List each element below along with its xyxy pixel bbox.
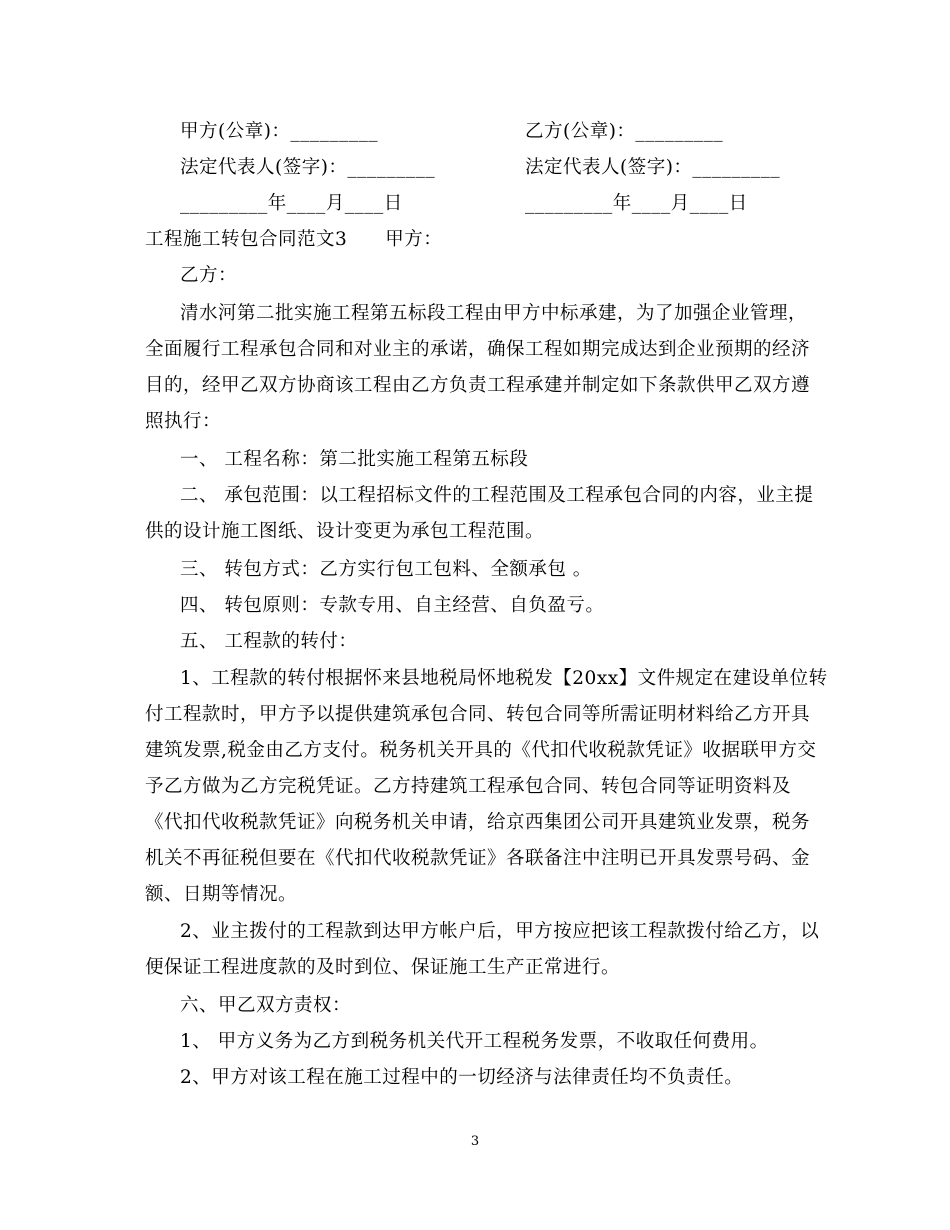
clause-6-1: 1、 甲方义务为乙方到税务机关代开工程税务发票，不收取任何费用。 bbox=[180, 1031, 769, 1052]
clause-5-2-line: 2、业主拨付的工程款到达甲方帐户后，甲方按应把该工程款拨付给乙方，以 bbox=[180, 921, 820, 942]
intro-line: 照执行： bbox=[145, 411, 222, 432]
party-b-label: 乙方： bbox=[180, 265, 238, 286]
clause-6-2: 2、甲方对该工程在施工过程中的一切经济与法律责任均不负责任。 bbox=[180, 1067, 744, 1088]
party-b-representative: 法定代表人(签字)：_________ bbox=[525, 157, 781, 178]
party-a-date: _________年____月____日 bbox=[180, 193, 403, 214]
clause-5-1-line: 机关不再征税但要在《代扣代收税款凭证》各联备注中注明已开具发票号码、金 bbox=[145, 848, 811, 869]
clause-scope-line: 供的设计施工图纸、设计变更为承包工程范围。 bbox=[145, 521, 545, 542]
clause-5-1-line: 1、工程款的转付根据怀来县地税局怀地税发【20xx】文件规定在建设单位转 bbox=[180, 668, 828, 689]
clause-5-2-line: 便保证工程进度款的及时到位、保证施工生产正常进行。 bbox=[145, 957, 621, 978]
party-b-seal: 乙方(公章)：_________ bbox=[525, 121, 724, 142]
party-a-representative: 法定代表人(签字)：_________ bbox=[180, 157, 436, 178]
clause-subcontract-principle: 四、 转包原则：专款专用、自主经营、自负盈亏。 bbox=[180, 595, 605, 616]
party-b-date: _________年____月____日 bbox=[525, 193, 748, 214]
clause-5-1-line: 建筑发票,税金由乙方支付。税务机关开具的《代扣代收税款凭证》收据联甲方交 bbox=[145, 740, 817, 761]
clause-project-name: 一、 工程名称：第二批实施工程第五标段 bbox=[180, 449, 529, 470]
intro-line: 全面履行工程承包合同和对业主的承诺，确保工程如期完成达到企业预期的经济 bbox=[145, 339, 811, 360]
clause-5-1-line: 予乙方做为乙方完税凭证。乙方持建筑工程承包合同、转包合同等证明资料及 bbox=[145, 776, 792, 797]
clause-scope-line: 二、 承包范围：以工程招标文件的工程范围及工程承包合同的内容，业主提 bbox=[180, 485, 814, 506]
party-a-seal: 甲方(公章)：_________ bbox=[180, 121, 379, 142]
intro-line: 清水河第二批实施工程第五标段工程由甲方中标承建，为了加强企业管理， bbox=[180, 303, 808, 324]
intro-line: 目的，经甲乙双方协商该工程由乙方负责工程承建并制定如下条款供甲乙双方遵 bbox=[145, 375, 811, 396]
page-number: 3 bbox=[470, 1134, 480, 1149]
clause-subcontract-method: 三、 转包方式：乙方实行包工包料、全额承包 。 bbox=[180, 559, 592, 580]
clause-payment-heading: 五、 工程款的转付： bbox=[180, 631, 358, 652]
document-title-line: 工程施工转包合同范文3 甲方： bbox=[145, 229, 443, 250]
clause-5-1-line: 《代扣代收税款凭证》向税务机关申请，给京西集团公司开具建筑业发票，税务 bbox=[145, 812, 811, 833]
clause-responsibilities-heading: 六、甲乙双方责权： bbox=[180, 995, 352, 1016]
clause-5-1-line: 付工程款时，甲方予以提供建筑承包合同、转包合同等所需证明材料给乙方开具 bbox=[145, 704, 811, 725]
clause-5-1-line: 额、日期等情况。 bbox=[145, 884, 298, 905]
